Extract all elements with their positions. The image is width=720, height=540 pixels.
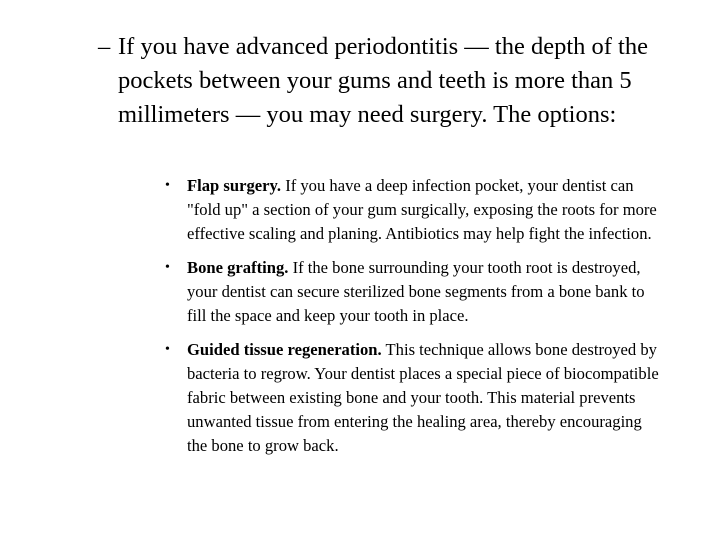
option-description: This technique allows bone destroyed by bacteria to regrow. Your dentist places a special piece of biocompatible fabric between existing bone and your tooth. This material prevents unwanted tissue from entering the healing area, thereby encouraging the bone to grow back.: [187, 340, 659, 455]
bullet-icon: •: [165, 260, 170, 275]
option-description: If you have a deep infection pocket, your dentist can "fold up" a section of your gum surgically, exposing the roots for more effective scaling and planing. Antibiotics may help fight the infection.: [187, 176, 657, 243]
bullet-icon: •: [165, 178, 170, 193]
dash-marker: –: [98, 33, 111, 60]
option-guided-tissue-regeneration: [165, 338, 665, 458]
bullet-icon: •: [165, 342, 170, 357]
option-flap-surgery: [165, 174, 665, 246]
option-term: Bone grafting.: [187, 258, 289, 277]
option-term: Flap surgery.: [187, 176, 282, 195]
option-bone-grafting: [165, 256, 665, 328]
main-point-text: If you have advanced periodontitis — the depth of the pockets between your gums and teeth is more than 5 millimeters — you may need surgery. The options:: [118, 33, 648, 128]
surgery-options-list: [165, 174, 665, 468]
option-term: Guided tissue regeneration.: [187, 340, 382, 359]
main-bullet-point: [98, 30, 698, 132]
option-description: If the bone surrounding your tooth root is destroyed, your dentist can secure sterilized bone segments from a bone bank to fill the space and keep your tooth in place.: [187, 258, 645, 325]
